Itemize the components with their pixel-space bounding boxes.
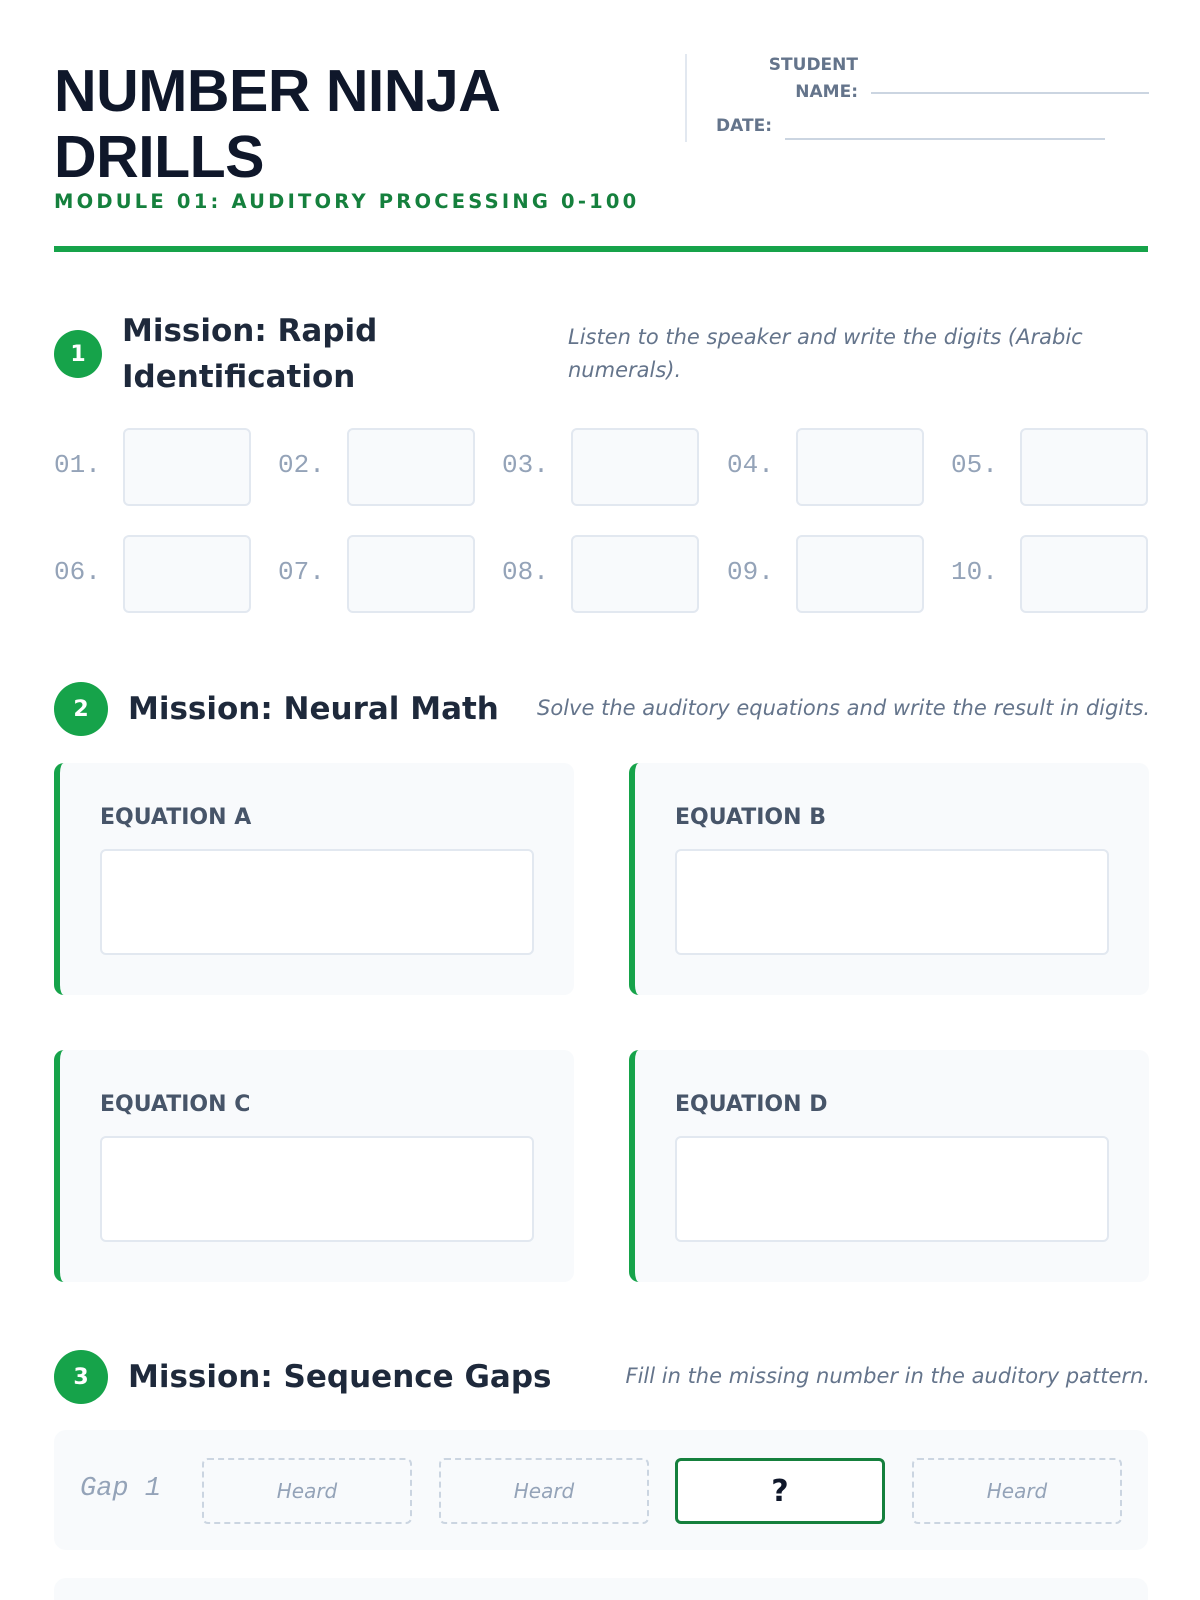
heard-cell: Heard: [912, 1458, 1122, 1524]
answer-box[interactable]: [1020, 535, 1148, 613]
answer-box[interactable]: [571, 535, 699, 613]
equation-card-d: [629, 1050, 1149, 1282]
section-1-title: Mission: Rapid Identification: [122, 313, 378, 395]
answer-box[interactable]: [796, 428, 924, 506]
missing-number-box[interactable]: ?: [675, 1458, 885, 1524]
answer-box[interactable]: [347, 535, 475, 613]
item-number: 01.: [54, 450, 101, 480]
date-label: DATE:: [716, 116, 772, 136]
item-number: 04.: [727, 450, 774, 480]
section-1-badge: 1: [54, 330, 102, 378]
heard-cell: Heard: [202, 1458, 412, 1524]
section-3-badge: 3: [54, 1350, 108, 1404]
section-3-instruction: Fill in the missing number in the auditory pattern.: [625, 1364, 1150, 1388]
section-2-badge: 2: [54, 682, 108, 736]
section-1-instruction: Listen to the speaker and write the digits (Arabic numerals).: [568, 325, 1083, 382]
item-number: 02.: [278, 450, 325, 480]
gap-label: Gap 1: [80, 1474, 162, 1504]
date-line[interactable]: [785, 138, 1105, 140]
equation-card-c: [54, 1050, 574, 1282]
answer-box[interactable]: [571, 428, 699, 506]
section-2-title: Mission: Neural Math: [128, 691, 499, 727]
equation-label: EQUATION D: [675, 1092, 828, 1117]
sequence-row: [54, 1578, 1148, 1600]
sequence-row: [54, 1430, 1148, 1550]
equation-answer-box[interactable]: [675, 1136, 1109, 1242]
equation-answer-box[interactable]: [675, 849, 1109, 955]
item-number: 07.: [278, 557, 325, 587]
module-subtitle: MODULE 01: AUDITORY PROCESSING 0-100: [54, 190, 640, 213]
equation-answer-box[interactable]: [100, 1136, 534, 1242]
item-number: 09.: [727, 557, 774, 587]
equation-card-a: [54, 763, 574, 995]
answer-box[interactable]: [123, 535, 251, 613]
item-number: 05.: [951, 450, 998, 480]
item-number: 06.: [54, 557, 101, 587]
equation-label: EQUATION B: [675, 805, 826, 830]
header-divider: [685, 54, 687, 142]
page-title: NUMBER NINJA DRILLS: [54, 58, 499, 190]
student-name-label: STUDENT NAME:: [768, 55, 858, 102]
equation-label: EQUATION A: [100, 805, 252, 830]
item-number: 08.: [502, 557, 549, 587]
answer-box[interactable]: [347, 428, 475, 506]
answer-box[interactable]: [1020, 428, 1148, 506]
equation-answer-box[interactable]: [100, 849, 534, 955]
header-rule: [54, 246, 1148, 252]
student-name-line[interactable]: [871, 92, 1149, 94]
answer-box[interactable]: [796, 535, 924, 613]
section-2-instruction: Solve the auditory equations and write the result in digits.: [537, 696, 1150, 720]
answer-box[interactable]: [123, 428, 251, 506]
heard-cell: Heard: [439, 1458, 649, 1524]
equation-card-b: [629, 763, 1149, 995]
item-number: 10.: [951, 557, 998, 587]
section-3-title: Mission: Sequence Gaps: [128, 1359, 552, 1395]
equation-label: EQUATION C: [100, 1092, 251, 1117]
item-number: 03.: [502, 450, 549, 480]
